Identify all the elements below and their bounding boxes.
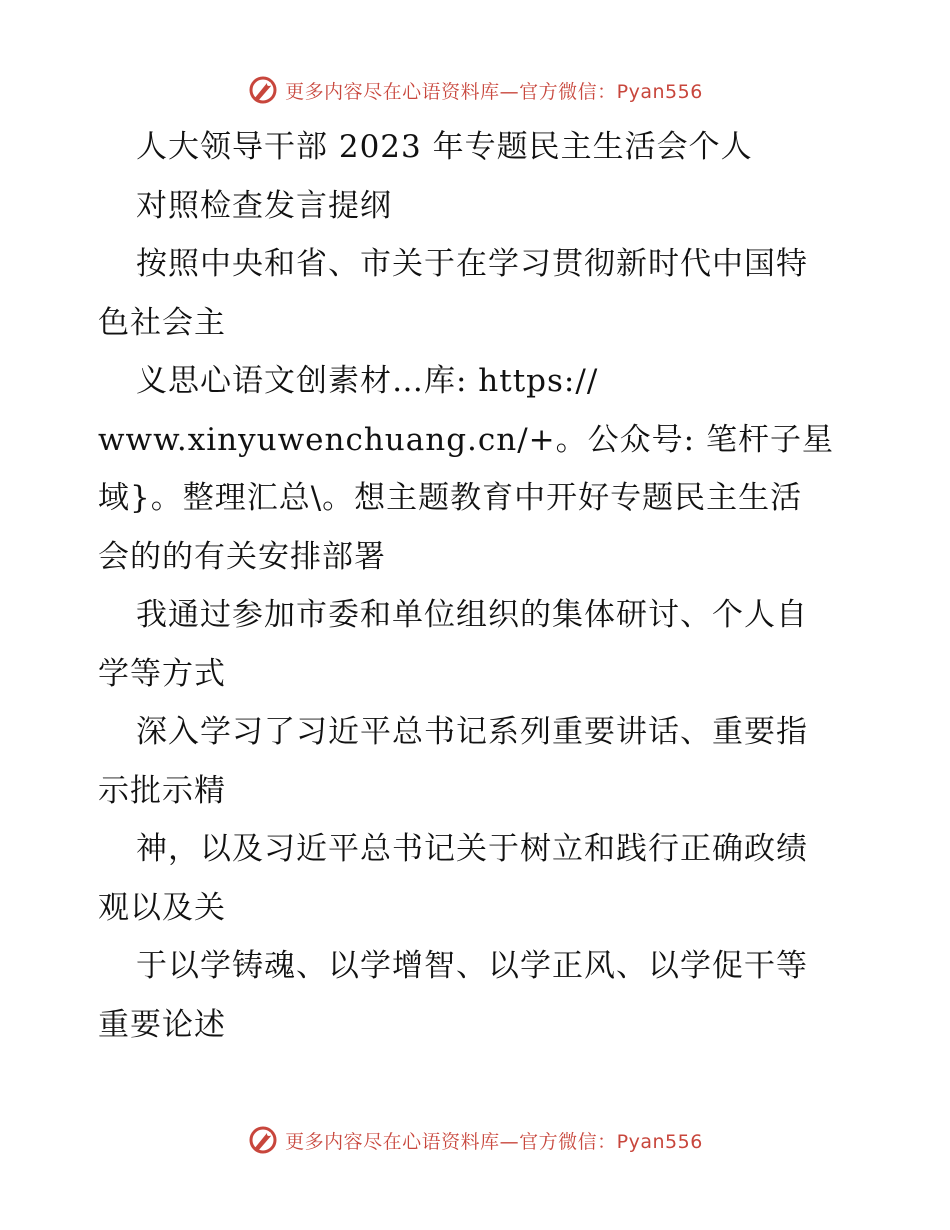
header-banner-left: 更多内容尽在心语资料库 — [285, 80, 500, 103]
footer-banner-text — [285, 1127, 703, 1154]
title-line-1: 人大领导干部 2023 年专题民主生活会个人 — [136, 129, 753, 165]
body-line: 色社会主 — [98, 304, 226, 341]
footer-banner-inner — [247, 1124, 703, 1156]
title-line-2: 对照检查发言提纲 — [136, 187, 392, 224]
pen-logo-icon — [247, 74, 279, 106]
body-line: 学等方式 — [98, 655, 226, 692]
header-watermark-banner — [0, 70, 950, 110]
footer-banner-separator: — — [499, 1130, 520, 1153]
header-banner-inner — [247, 74, 703, 106]
header-banner-text — [285, 77, 703, 104]
header-banner-separator: — — [499, 80, 520, 103]
body-line: 深入学习了习近平总书记系列重要讲话、重要指 — [136, 714, 808, 750]
pen-logo-icon — [247, 1124, 279, 1156]
document-body — [98, 118, 858, 1054]
body-line: www.xinyuwenchuang.cn/+。公众号: 笔杆子星 — [98, 421, 834, 458]
footer-watermark-banner — [0, 1120, 950, 1160]
footer-banner-right: 官方微信：Pyan556 — [519, 1130, 703, 1153]
body-line: 示批示精 — [98, 772, 226, 809]
footer-banner-left: 更多内容尽在心语资料库 — [285, 1130, 500, 1153]
header-banner-right: 官方微信：Pyan556 — [519, 80, 703, 103]
body-line: 我通过参加市委和单位组织的集体研讨、个人自 — [136, 597, 808, 633]
body-line: 域}。整理汇总\。想主题教育中开好专题民主生活 — [98, 480, 803, 516]
body-line: 按照中央和省、市关于在学习贯彻新时代中国特 — [136, 246, 808, 282]
body-line: 会的的有关安排部署 — [98, 538, 386, 575]
body-line: 义思心语文创素材…库: https:// — [136, 363, 599, 399]
body-line: 观以及关 — [98, 889, 226, 926]
body-line: 神，以及习近平总书记关于树立和践行正确政绩 — [136, 831, 808, 867]
body-line: 重要论述 — [98, 1006, 226, 1043]
body-line: 于以学铸魂、以学增智、以学正风、以学促干等 — [136, 948, 808, 984]
